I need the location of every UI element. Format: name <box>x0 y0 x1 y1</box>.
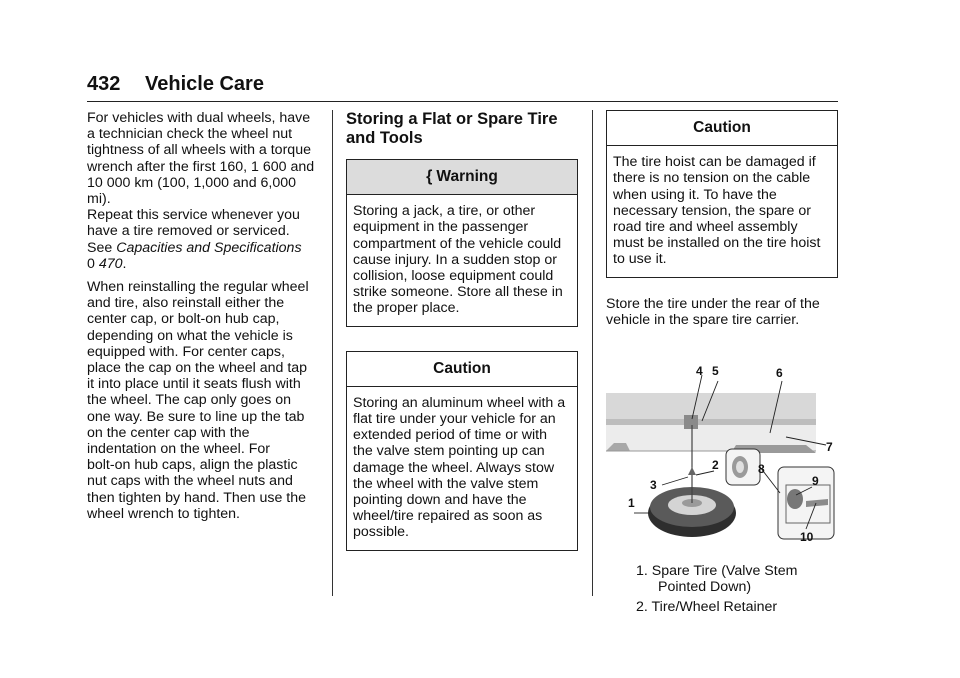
column-divider-1 <box>332 110 333 596</box>
subsection-heading <box>346 110 578 148</box>
legend-item <box>606 599 838 615</box>
text-line: a technician check the wheel nut <box>87 126 293 143</box>
text-line: possible. <box>353 524 409 541</box>
text-line: on the center cap with the <box>87 424 250 441</box>
legend-text: Tire/Wheel Retainer <box>651 598 778 615</box>
text-line: when using it. To have the <box>613 186 777 203</box>
text-line: wheel/tire repaired as soon as <box>353 508 543 525</box>
callout-4: 4 <box>696 364 703 379</box>
text-line: When reinstalling the regular wheel <box>87 279 309 296</box>
text-line: For vehicles with dual wheels, have <box>87 110 311 126</box>
caution-title: Caution <box>347 352 577 387</box>
text-line: cause injury. In a sudden stop or <box>353 251 557 268</box>
paragraph-store-tire <box>606 296 838 328</box>
text-line: place the cap on the wheel and tap <box>87 360 308 377</box>
text-line: the valve stem pointing up can <box>353 443 545 460</box>
header-rule <box>87 101 838 102</box>
paragraph-dual-wheels <box>87 110 319 272</box>
text-line: road tire and wheel assembly <box>613 219 798 236</box>
callout-6: 6 <box>776 366 783 381</box>
text-line: Storing an aluminum wheel with a <box>353 394 566 411</box>
callout-1: 1 <box>628 496 635 511</box>
legend-item <box>606 563 838 595</box>
text-line: 10 000 km (100, 1,000 and 6,000 mi). <box>87 174 297 208</box>
text-line: The tire hoist can be damaged if <box>613 154 816 171</box>
callout-8: 8 <box>758 462 765 477</box>
page-number: 432 <box>87 73 121 95</box>
text-line: and tire, also reinstall either the <box>87 295 285 312</box>
text-line: then tighten by hand. Then use the <box>87 489 307 506</box>
text-line: wrench after the first 160, 1 600 and <box>87 158 315 175</box>
callout-3: 3 <box>650 478 657 493</box>
caution-box-tire-hoist <box>606 110 838 278</box>
warning-icon: { <box>426 168 433 185</box>
cross-reference-page[interactable]: 470 <box>98 255 123 272</box>
text-line: it into place until it seats flush with <box>87 376 301 393</box>
text-line: the proper place. <box>353 300 460 317</box>
text-line: Store the tire under the rear of the <box>606 295 820 312</box>
text-line: must be installed on the tire hoist <box>613 235 821 252</box>
text-line: flat tire under your vehicle for an <box>353 411 556 428</box>
text-line: pointing down and have the <box>353 492 527 509</box>
callout-7: 7 <box>826 440 833 455</box>
inset-detail-8 <box>726 449 760 485</box>
warning-body <box>347 195 577 325</box>
column-2 <box>346 110 578 575</box>
text-line: bolt-on hub caps, align the plastic <box>87 457 298 474</box>
page-reference-icon: 0 <box>87 255 95 272</box>
see-word: See <box>87 239 113 256</box>
callout-10: 10 <box>800 530 814 545</box>
text-line: depending on what the vehicle is <box>87 327 293 344</box>
text-line: have a tire removed or serviced. <box>87 223 290 240</box>
text-line: necessary tension, the spare or <box>613 202 811 219</box>
text-line: one way. Be sure to line up the tab <box>87 408 305 425</box>
text-line: the wheel. The cap only goes on <box>87 392 292 409</box>
text-line: equipped with. For center caps, <box>87 343 285 360</box>
text-line: compartment of the vehicle could <box>353 235 562 252</box>
text-line: extended period of time or with <box>353 427 548 444</box>
column-1 <box>87 110 319 529</box>
text-line: the wheel with the valve stem <box>353 475 539 492</box>
heading-line: and Tools <box>346 129 423 147</box>
caution-body <box>347 387 577 550</box>
text-line: center cap, or bolt-on hub cap, <box>87 311 280 328</box>
text-line: vehicle in the spare tire carrier. <box>606 311 800 328</box>
text-line: to use it. <box>613 251 667 268</box>
period: . <box>122 255 127 272</box>
warning-box <box>346 159 578 327</box>
spare-tire-illustration <box>606 364 838 545</box>
legend-text: Pointed Down) <box>658 579 752 596</box>
caution-title: Caution <box>607 111 837 146</box>
text-line: collision, loose equipment could <box>353 268 554 285</box>
legend-number: 2. <box>636 598 648 615</box>
text-line: wheel wrench to tighten. <box>87 505 241 522</box>
text-line: tightness of all wheels with a torque <box>87 142 311 159</box>
paragraph-reinstalling <box>87 279 319 522</box>
legend-number: 1. <box>636 563 648 580</box>
text-line: equipment in the passenger <box>353 219 529 236</box>
caution-box-aluminum-wheel <box>346 351 578 551</box>
column-3 <box>606 110 838 618</box>
text-line: indentation on the wheel. For <box>87 441 270 458</box>
text-line: Repeat this service whenever you <box>87 207 300 224</box>
warning-label: Warning <box>436 168 498 185</box>
text-line: damage the wheel. Always stow <box>353 459 555 476</box>
callout-5: 5 <box>712 364 719 379</box>
text-line: Storing a jack, a tire, or other <box>353 203 536 220</box>
text-line: nut caps with the wheel nuts and <box>87 473 293 490</box>
column-divider-2 <box>592 110 593 596</box>
caution-body <box>607 146 837 276</box>
legend-text: Spare Tire (Valve Stem <box>651 563 798 580</box>
text-line: there is no tension on the cable <box>613 170 811 187</box>
figure-legend <box>606 563 838 615</box>
text-line: strike someone. Store all these in <box>353 284 563 301</box>
section-title: Vehicle Care <box>145 73 264 95</box>
callout-2: 2 <box>712 458 719 473</box>
cross-reference-link[interactable]: Capacities and Specifications <box>116 239 302 256</box>
callout-9: 9 <box>812 474 819 489</box>
warning-title <box>347 160 577 195</box>
heading-line: Storing a Flat or Spare Tire <box>346 110 558 128</box>
bumper-illustration <box>606 393 816 453</box>
